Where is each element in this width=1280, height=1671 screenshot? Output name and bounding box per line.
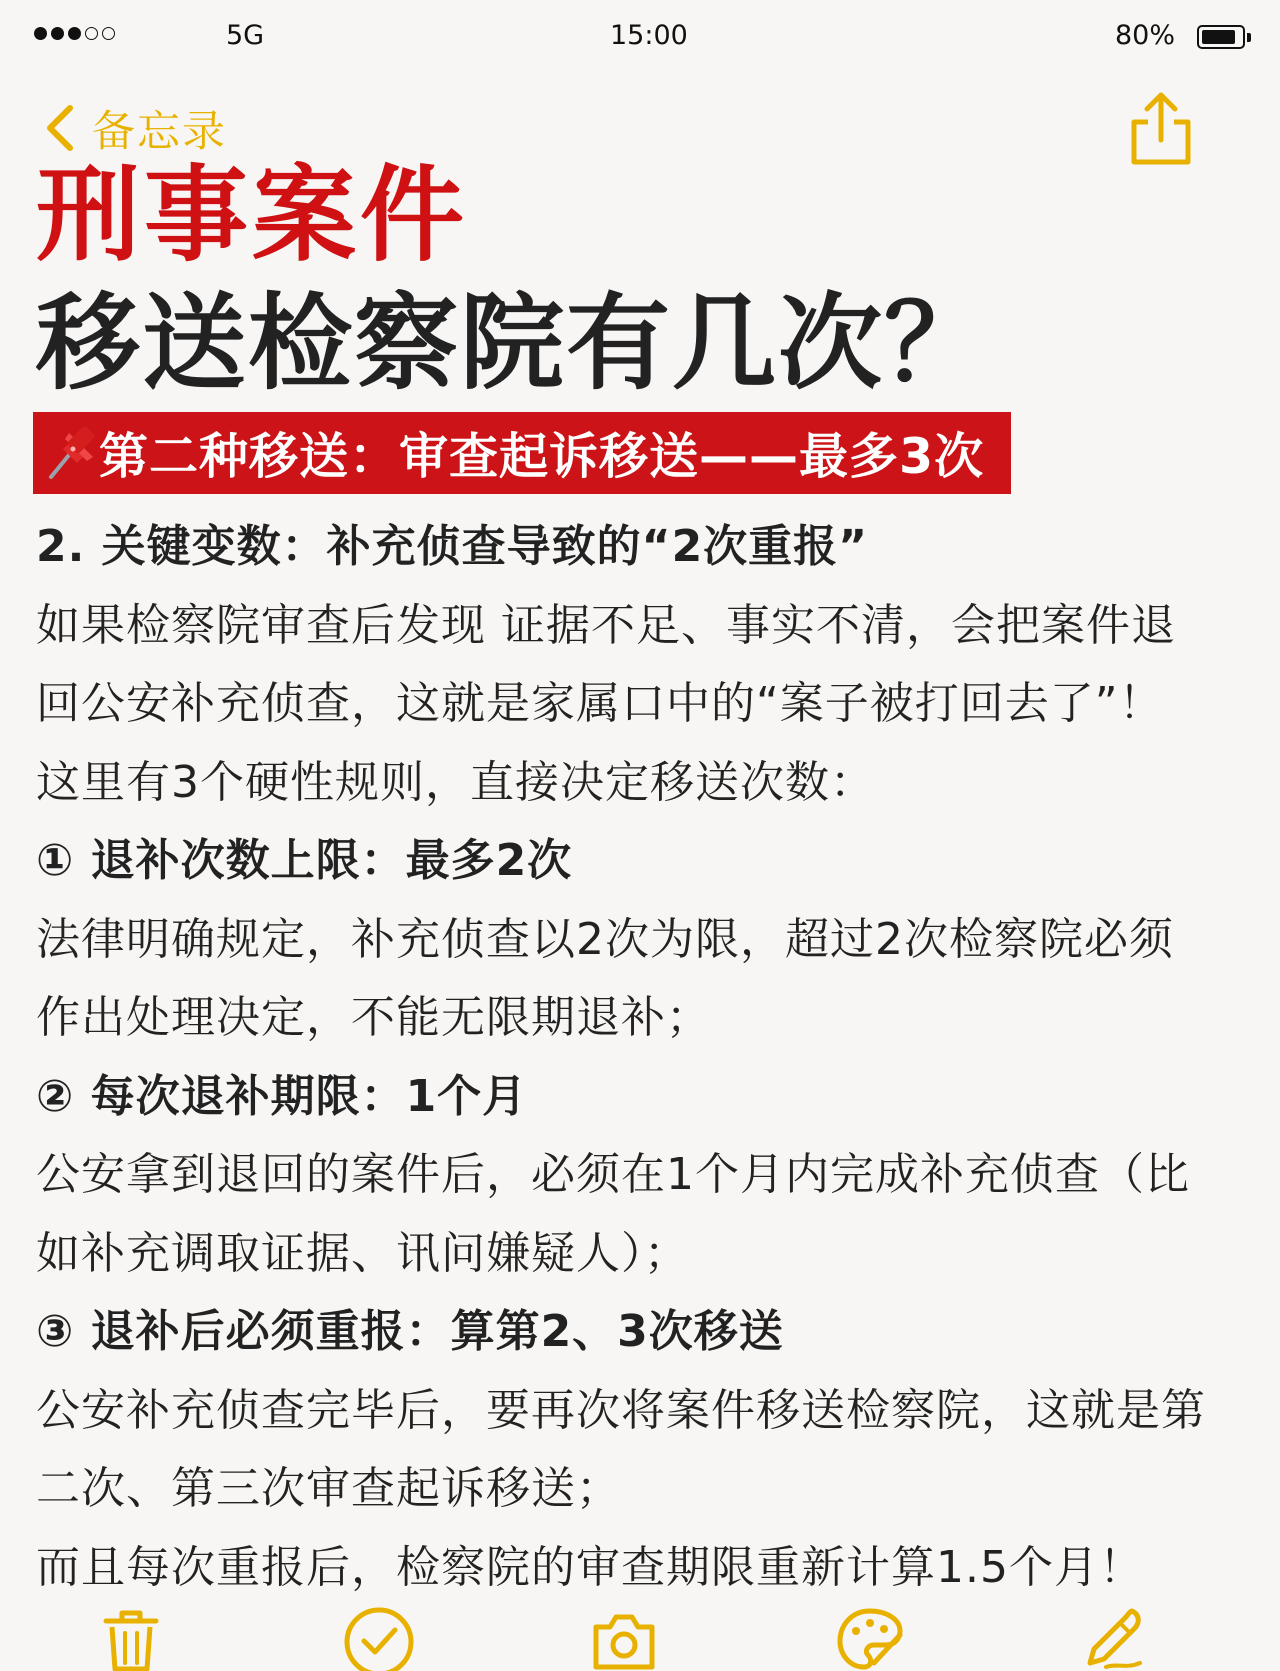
paragraph-line: 如果检察院审查后发现 证据不足、事实不清，会把案件退 (36, 599, 1176, 651)
share-icon[interactable] (1128, 90, 1194, 166)
back-button[interactable] (40, 98, 227, 158)
back-label: 备忘录 (92, 106, 227, 157)
paragraph-line: 公安补充侦查完毕后，要再次将案件移送检察院，这就是第 (36, 1384, 1206, 1436)
clock: 15:00 (610, 20, 688, 51)
signal-dot (51, 27, 64, 40)
chevron-left-icon (40, 100, 80, 156)
pen-icon[interactable] (1082, 1605, 1146, 1671)
paragraph-line: 公安拿到退回的案件后，必须在1个月内完成补充侦查（比 (36, 1149, 1190, 1200)
pushpin-icon (43, 423, 97, 483)
battery-fill (1202, 30, 1235, 44)
paragraph-line: 这里有3个硬性规则，直接决定移送次数： (36, 756, 875, 808)
signal-dot (34, 27, 47, 40)
section-banner (33, 412, 1011, 494)
battery-percent: 80% (1115, 20, 1176, 51)
paragraph-line: 二次、第三次审查起诉移送； (36, 1463, 621, 1514)
rule-2-title: ② 每次退补期限：1个月 (36, 1070, 528, 1122)
rule-3-title: ③ 退补后必须重报：算第2、3次移送 (36, 1306, 784, 1357)
title-line-1: 刑事案件 (36, 154, 469, 276)
banner-text: 第二种移送：审查起诉移送——最多3次 (99, 428, 985, 485)
bottom-toolbar (0, 1605, 1280, 1671)
checkmark-circle-icon[interactable] (342, 1605, 416, 1671)
battery-icon (1197, 25, 1245, 49)
signal-dot (68, 27, 81, 40)
rule-1-title: ① 退补次数上限：最多2次 (36, 835, 573, 886)
signal-dot (102, 27, 115, 40)
section-heading: 2. 关键变数：补充侦查导致的“2次重报” (36, 521, 869, 572)
camera-icon[interactable] (590, 1605, 658, 1671)
battery-tip (1247, 33, 1251, 42)
note-body (36, 508, 1250, 1607)
palette-icon[interactable] (834, 1605, 906, 1671)
paragraph-line: 法律明确规定，补充侦查以2次为限，超过2次检察院必须 (36, 913, 1174, 965)
paragraph-line: 如补充调取证据、讯问嫌疑人）； (36, 1227, 689, 1279)
signal-dot (85, 27, 98, 40)
title-line-2: 移送检察院有几次？ (36, 282, 991, 404)
paragraph-line: 而且每次重报后，检察院的审查期限重新计算1.5个月！ (36, 1541, 1144, 1593)
signal-strength-icon (34, 27, 115, 40)
paragraph-line: 作出处理决定，不能无限期退补； (36, 992, 711, 1043)
paragraph-line: 回公安补充侦查，这就是家属口中的“案子被打回去了”！ (36, 678, 1164, 729)
trash-icon[interactable] (100, 1605, 162, 1671)
carrier-label: 5G (226, 20, 265, 51)
status-bar (0, 0, 1280, 80)
